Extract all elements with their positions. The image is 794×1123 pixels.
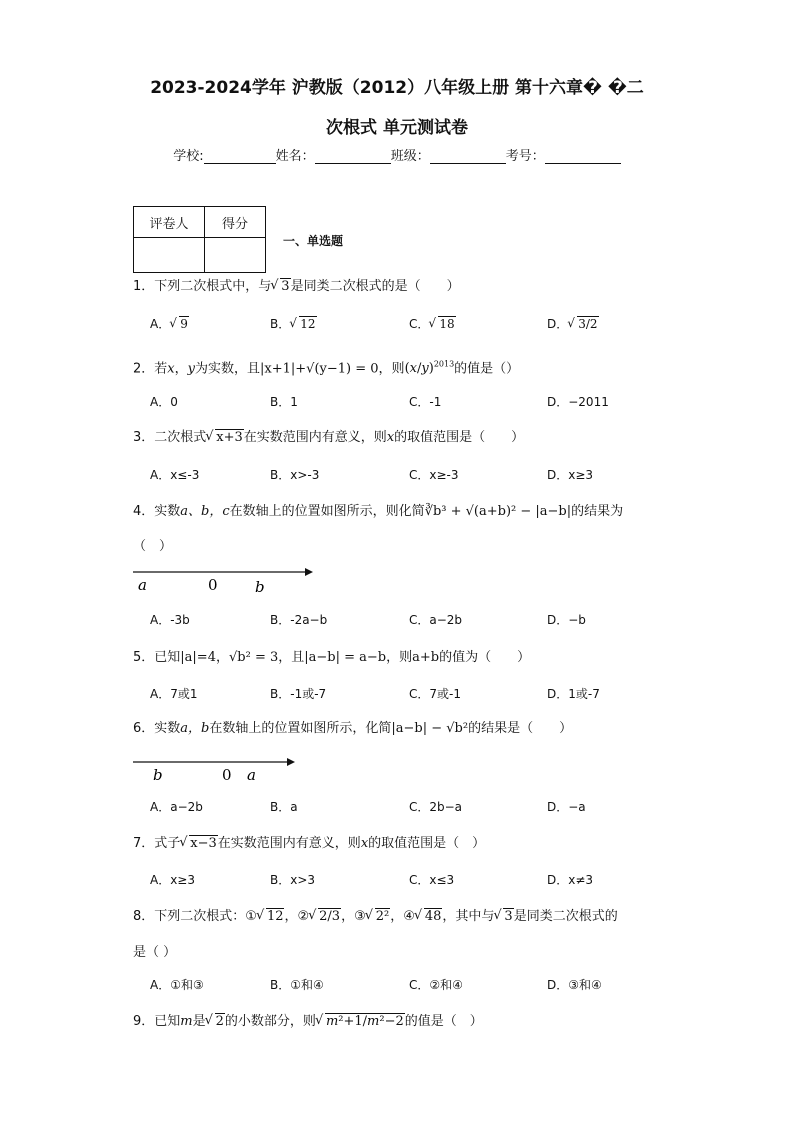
option-a[interactable]: A．0 bbox=[150, 395, 178, 409]
label-a: a bbox=[138, 576, 147, 594]
radical bbox=[309, 908, 341, 926]
option-c[interactable]: C．②和④ bbox=[409, 978, 463, 992]
radicand: 3 bbox=[281, 279, 290, 294]
option-b[interactable]: B．a bbox=[270, 800, 298, 814]
option-d[interactable]: D．−2011 bbox=[547, 395, 609, 409]
option-a[interactable] bbox=[150, 316, 189, 332]
equation: a+b bbox=[412, 650, 440, 665]
class-label: 班级： bbox=[390, 149, 430, 164]
question-text: ，且 bbox=[278, 650, 305, 665]
option-c[interactable]: C．7或-1 bbox=[409, 687, 461, 701]
question-number: 7． bbox=[133, 836, 155, 851]
question-text: 二次根式 bbox=[154, 430, 207, 445]
school-label: 学校: bbox=[173, 149, 204, 164]
score-table bbox=[133, 206, 266, 273]
option-d[interactable]: D．1或-7 bbox=[547, 687, 600, 701]
question-number: 3． bbox=[133, 430, 155, 445]
question-text: 的值是（ ） bbox=[404, 1014, 483, 1029]
question-text: 的取值范围是（ ） bbox=[368, 836, 486, 851]
option-label: C． bbox=[409, 317, 430, 331]
label-a: a bbox=[247, 766, 256, 784]
variables: a，b bbox=[180, 721, 210, 736]
number-line-4 bbox=[133, 562, 313, 602]
option-label: A． bbox=[150, 317, 171, 331]
option-b[interactable]: B．x>-3 bbox=[270, 468, 320, 482]
option-c[interactable]: C．-1 bbox=[409, 395, 442, 409]
arrow-icon bbox=[305, 568, 313, 576]
question-text: 在数轴上的位置如图所示，则化简 bbox=[229, 504, 425, 519]
label-zero: 0 bbox=[222, 766, 232, 784]
question-text: ，其中与 bbox=[442, 909, 495, 924]
exam-title-line2: 次根式 单元测试卷 bbox=[326, 118, 468, 138]
option-c[interactable]: C．2b−a bbox=[409, 800, 463, 814]
label-zero: 0 bbox=[208, 576, 218, 594]
question-text: 为实数，且 bbox=[195, 361, 261, 377]
question-text: 在实数范围内有意义，则 bbox=[243, 430, 387, 445]
id-blank[interactable] bbox=[545, 150, 621, 164]
option-b[interactable]: B．x>3 bbox=[270, 873, 316, 887]
question-text: 已知 bbox=[154, 650, 181, 665]
option-d[interactable]: D．x≥3 bbox=[547, 468, 594, 482]
question-number: 9． bbox=[133, 1014, 155, 1029]
question-text: 实数 bbox=[154, 721, 181, 736]
question-text: ，④ bbox=[390, 909, 415, 924]
var-y: y bbox=[187, 361, 196, 377]
question-1 bbox=[133, 278, 460, 296]
question-text: ， bbox=[215, 650, 229, 665]
option-label: B． bbox=[270, 317, 291, 331]
variables: a、b，c bbox=[180, 504, 230, 519]
radicand: 48 bbox=[424, 909, 442, 924]
option-b[interactable] bbox=[270, 316, 317, 332]
option-a[interactable]: A．7或1 bbox=[150, 687, 198, 701]
radicand: 3 bbox=[504, 909, 513, 924]
question-number: 6． bbox=[133, 721, 155, 736]
question-text: ，② bbox=[284, 909, 310, 924]
score-cell[interactable] bbox=[205, 238, 266, 273]
question-text: 是 bbox=[192, 1014, 206, 1029]
var-x: x bbox=[386, 430, 395, 445]
exponent: 2013 bbox=[433, 360, 455, 369]
class-blank[interactable] bbox=[430, 150, 506, 164]
option-a[interactable]: A．x≥3 bbox=[150, 873, 196, 887]
option-b[interactable]: B．-1或-7 bbox=[270, 687, 327, 701]
question-8 bbox=[133, 908, 618, 926]
question-text: 的值是（） bbox=[454, 361, 520, 377]
name-label: 姓名： bbox=[275, 149, 315, 164]
radicand: 2² bbox=[375, 909, 390, 924]
radical bbox=[170, 316, 189, 332]
radicand: x+3 bbox=[216, 430, 243, 445]
fraction-power: $(x/y)^{2013}$ bbox=[404, 360, 455, 377]
option-c[interactable]: C．x≤3 bbox=[409, 873, 455, 887]
radical bbox=[180, 835, 218, 853]
question-8-cont: 是（ ） bbox=[133, 945, 177, 960]
question-text: 下列二次根式中，与 bbox=[154, 279, 272, 294]
arrow-icon bbox=[287, 758, 295, 766]
option-label: D． bbox=[547, 317, 569, 331]
question-text: 是同类二次根式的是（ ） bbox=[290, 279, 460, 294]
question-text: 是同类二次根式的 bbox=[513, 909, 618, 924]
question-text: 在数轴上的位置如图所示，化简 bbox=[209, 721, 392, 736]
question-text: 若 bbox=[154, 361, 168, 377]
option-d[interactable]: D．−a bbox=[547, 800, 586, 814]
radicand: 3/2 bbox=[578, 317, 598, 331]
question-3 bbox=[133, 429, 524, 447]
radical bbox=[206, 429, 244, 447]
question-text: 实数 bbox=[154, 504, 181, 519]
radicand: 18 bbox=[439, 317, 455, 331]
question-4 bbox=[133, 503, 623, 521]
radicand: 12 bbox=[266, 909, 284, 924]
question-number: 2． bbox=[133, 361, 155, 377]
radicand: x−3 bbox=[190, 836, 217, 851]
label-b: b bbox=[153, 766, 163, 784]
option-a[interactable]: A．a−2b bbox=[150, 800, 203, 814]
option-d[interactable]: D．x≠3 bbox=[547, 873, 594, 887]
question-text: 的结果是（ ） bbox=[468, 721, 573, 736]
option-d[interactable] bbox=[547, 316, 599, 332]
question-number: 4． bbox=[133, 504, 155, 519]
option-a[interactable]: A．-3b bbox=[150, 613, 190, 627]
equation: |a−b| = a−b bbox=[304, 650, 387, 665]
radicand-fraction: 2/3 bbox=[319, 909, 341, 924]
var-x: x bbox=[167, 361, 175, 377]
id-label: 考号： bbox=[505, 149, 545, 164]
option-b[interactable]: B．1 bbox=[270, 395, 298, 409]
radical bbox=[366, 908, 390, 926]
radical bbox=[415, 908, 443, 926]
question-number: 5． bbox=[133, 650, 155, 665]
var-m: m bbox=[180, 1014, 193, 1029]
question-text: 在实数范围内有意义，则 bbox=[217, 836, 361, 851]
question-text: ，则 bbox=[386, 650, 413, 665]
equation: |a|=4 bbox=[180, 650, 216, 665]
expression: ∛b³ + √(a+b)² − |a−b| bbox=[424, 504, 572, 519]
question-number: 1． bbox=[133, 279, 155, 294]
radical bbox=[316, 1013, 405, 1031]
expression: |a−b| − √b² bbox=[391, 721, 469, 736]
score-header: 得分 bbox=[205, 207, 266, 238]
question-text: 的值为（ ） bbox=[439, 650, 531, 665]
numerator: x bbox=[409, 361, 417, 377]
equation: √b² = 3 bbox=[229, 650, 279, 665]
option-a[interactable]: A．x≤-3 bbox=[150, 468, 200, 482]
radicand-expression: m²+1/m²−2 bbox=[325, 1014, 404, 1029]
radical bbox=[257, 908, 285, 926]
var-x: x bbox=[360, 836, 369, 851]
question-number: 8． bbox=[133, 909, 155, 924]
radical bbox=[290, 316, 316, 332]
number-line-6 bbox=[133, 752, 295, 790]
radical bbox=[429, 316, 455, 332]
question-text: ，则 bbox=[378, 361, 405, 377]
option-c[interactable] bbox=[409, 316, 456, 332]
radical bbox=[271, 278, 290, 296]
exam-title-line1: 2023-2024学年 沪教版（2012）八年级上册 第十六章� �二 bbox=[150, 78, 644, 98]
question-text: 的结果为 bbox=[571, 504, 624, 519]
option-d[interactable]: D．−b bbox=[547, 613, 586, 627]
question-2: 2．若x，y为实数，且|x+1|+√(y−1) = 0，则$(x/y)^{2013}$的值是（） bbox=[133, 360, 520, 377]
option-b[interactable]: B．-2a−b bbox=[270, 613, 328, 627]
reviewer-header: 评卷人 bbox=[134, 207, 205, 238]
radical bbox=[494, 908, 513, 926]
question-4-paren: （ ） bbox=[133, 539, 173, 554]
question-7 bbox=[133, 835, 485, 853]
question-9 bbox=[133, 1013, 483, 1031]
question-text: 已知 bbox=[154, 1014, 181, 1029]
reviewer-cell[interactable] bbox=[134, 238, 205, 273]
question-6 bbox=[133, 720, 572, 738]
section-title: 一、单选题 bbox=[283, 234, 344, 248]
equation: |x+1|+√(y−1) = 0 bbox=[260, 361, 379, 377]
question-text: 下列二次根式：① bbox=[154, 909, 257, 924]
radicand: 2 bbox=[215, 1014, 224, 1029]
question-text: ，③ bbox=[341, 909, 366, 924]
question-text: 的小数部分，则 bbox=[224, 1014, 316, 1029]
radicand: 12 bbox=[300, 317, 316, 331]
radical bbox=[568, 316, 598, 332]
radical bbox=[206, 1013, 225, 1031]
question-text: 的取值范围是（ ） bbox=[394, 430, 525, 445]
student-info-line bbox=[0, 145, 794, 164]
question-5 bbox=[133, 649, 530, 667]
option-c[interactable]: C．a−2b bbox=[409, 613, 463, 627]
option-b[interactable]: B．①和④ bbox=[270, 978, 324, 992]
name-blank[interactable] bbox=[315, 150, 391, 164]
denominator: y bbox=[421, 361, 429, 377]
label-b: b bbox=[255, 578, 265, 596]
option-a[interactable]: A．①和③ bbox=[150, 978, 204, 992]
radicand: 9 bbox=[180, 317, 188, 331]
question-text: 式子 bbox=[154, 836, 181, 851]
option-d[interactable]: D．③和④ bbox=[547, 978, 602, 992]
school-blank[interactable] bbox=[204, 150, 276, 164]
option-c[interactable]: C．x≥-3 bbox=[409, 468, 459, 482]
